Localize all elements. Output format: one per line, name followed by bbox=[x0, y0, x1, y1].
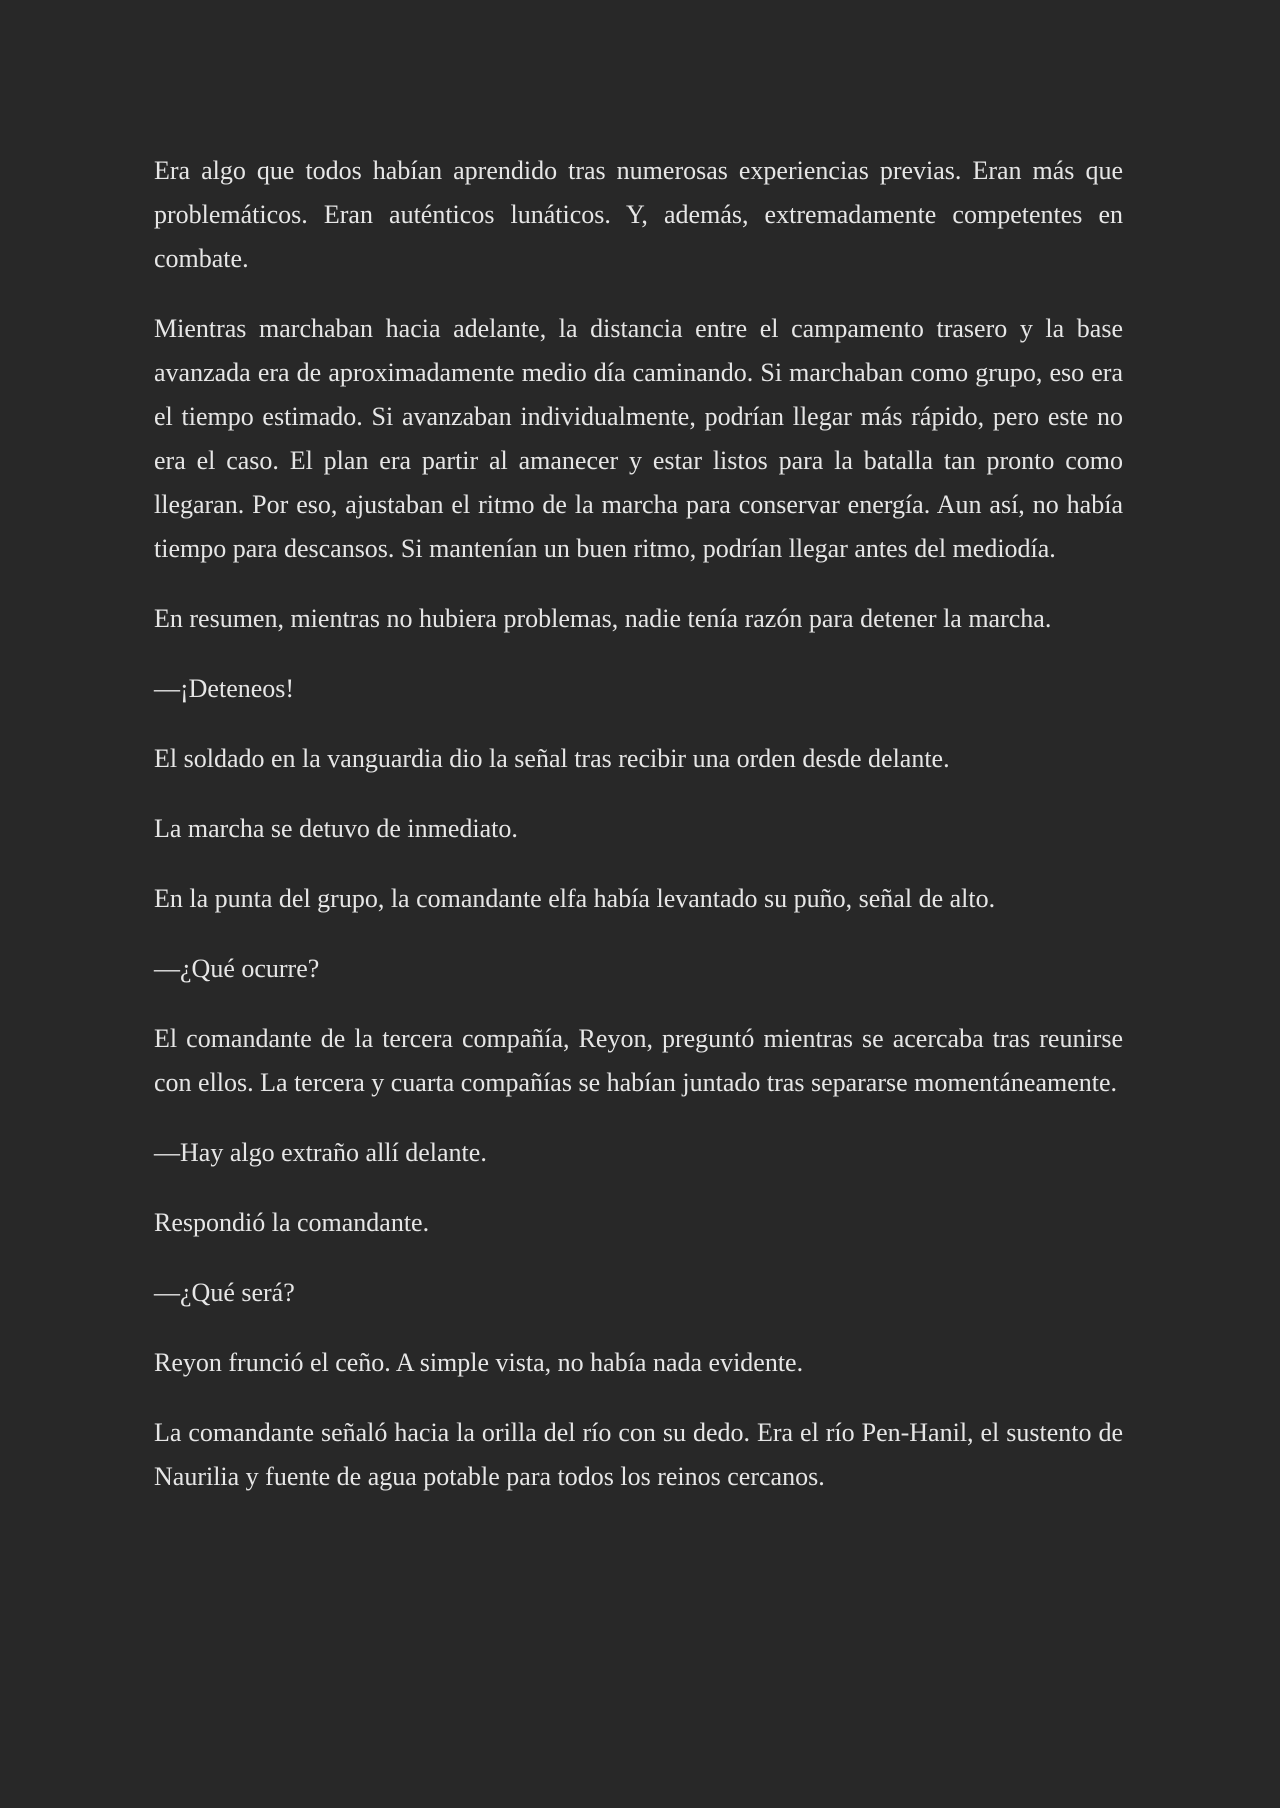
dialogue-line: —¡Deteneos! bbox=[154, 674, 295, 703]
paragraph-3: En resumen, mientras no hubiera problemas, nadie tenía razón para detener la marcha. bbox=[154, 604, 1052, 633]
paragraph-14: La comandante señaló hacia la orilla del río con su dedo. Era el río Pen-Hanil, el sustento de Naurilia y fuente de agua potable para todos los reinos cercanos. bbox=[154, 1418, 1123, 1491]
paragraph-9: El comandante de la tercera compañía, Reyon, preguntó mientras se acercaba tras reunirse con ellos. La tercera y cuarta compañías se habían juntado tras separarse momentáneamente. bbox=[154, 1024, 1123, 1097]
paragraph-6: La marcha se detuvo de inmediato. bbox=[154, 814, 518, 843]
paragraph-11: Respondió la comandante. bbox=[154, 1208, 430, 1237]
paragraph-1: Era algo que todos habían aprendido tras numerosas experiencias previas. Eran más que problemáticos. Eran auténticos lunáticos. Y, además, extremadamente competentes en combate. bbox=[154, 156, 1123, 273]
paragraph-13: Reyon frunció el ceño. A simple vista, no había nada evidente. bbox=[154, 1348, 804, 1377]
paragraph-5: El soldado en la vanguardia dio la señal tras recibir una orden desde delante. bbox=[154, 744, 950, 773]
chapter-text bbox=[154, 149, 1123, 1525]
paragraph-2: Mientras marchaban hacia adelante, la distancia entre el campamento trasero y la base avanzada era de aproximadamente medio día caminando. Si marchaban como grupo, eso era el tiempo estimado. Si avanzaban individualmente, podrían llegar más rápido, pero este no era el caso. El plan era partir al amanecer y estar listos para la batalla tan pronto como llegaran. Por eso, ajustaban el ritmo de la marcha para conservar energía. Aun así, no había tiempo para descansos. Si mantenían un buen ritmo, podrían llegar antes del mediodía. bbox=[154, 314, 1123, 563]
dialogue-line: —¿Qué será? bbox=[154, 1278, 295, 1307]
dialogue-line: —Hay algo extraño allí delante. bbox=[154, 1138, 487, 1167]
paragraph-7: En la punta del grupo, la comandante elfa había levantado su puño, señal de alto. bbox=[154, 884, 996, 913]
dialogue-line: —¿Qué ocurre? bbox=[154, 954, 320, 983]
